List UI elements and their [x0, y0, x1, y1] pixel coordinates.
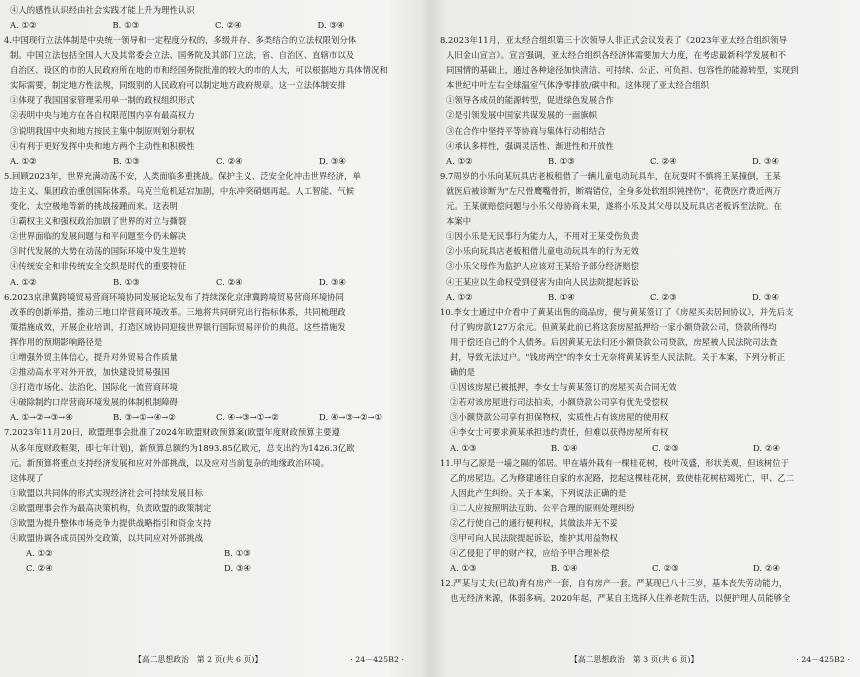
answer-option-a[interactable]: A. ①③ — [450, 442, 477, 453]
question-stem-line: 边主义、集团政治重创国际体系。乌克兰危机延宕加剧，中东冲突硝烟再起。人工智能、气候 — [10, 185, 355, 196]
footer-code: · 24－425B2 · — [796, 654, 850, 664]
option-item: ④破除制约口岸营商环境发展的体制机制障碍 — [10, 397, 178, 408]
option-item: ②小乐向玩具店老板租借儿童电动玩具车的行为无效 — [446, 246, 640, 257]
option-item: ④王某应以生命权受到侵害为由向人民法院提起诉讼 — [446, 276, 640, 287]
option-item: ③打造市场化、法治化、国际化一流营商环境 — [10, 382, 178, 393]
answer-option-c[interactable]: C. ②③ — [652, 563, 679, 574]
answer-option-d[interactable]: D. ④→③→②→① — [319, 412, 383, 423]
answer-option-c[interactable]: C. ②③ — [650, 291, 677, 302]
answer-option-a[interactable]: A. ①② — [26, 548, 53, 559]
option-item: ④传统安全和非传统安全交织是时代的重要特征 — [10, 261, 187, 272]
question-stem-line: 制。中国立法包括全国人大及其常委会立法、国务院及其部门立法，省、自治区、直辖市以及 — [10, 50, 355, 61]
option-item: ④李女士可要求黄某承担违约责任，但难以获得房屋所有权 — [450, 427, 669, 438]
answer-option-b[interactable]: B. ①③ — [224, 548, 251, 559]
question-stem-line: 本案中 — [446, 216, 472, 227]
question-stem-line: 付了购房款127万余元。但黄某此前已将这套房屋抵押给一家小额贷款公司，贷款所得均 — [450, 321, 777, 332]
answer-options — [440, 154, 854, 169]
answer-options — [440, 290, 854, 305]
question-stem-line: 人因此产生纠纷。关于本案，下列说法正确的是 — [450, 487, 627, 498]
question-stem-line: 9.7周岁的小乐向某玩具店老板租借了一辆儿童电动玩具车，在玩耍时不慎将王某撞倒，王某 — [440, 170, 781, 181]
option-item: ④人的感性认识经由社会实践才能上升为理性认识 — [10, 5, 195, 15]
question-stem-line: 封，导致无法过户。"钱房两空"的李女士无奈将黄某诉至人民法院。关于本案，下列分析正 — [450, 351, 786, 362]
answer-option-c[interactable]: C. ②④ — [216, 155, 243, 166]
question-stem-line: 元。新预算将重点支持经济发展和应对外部挑战，以及应对当前复杂的地缘政治环境。 — [10, 457, 329, 468]
answer-option-b[interactable]: B. ①③ — [113, 276, 140, 287]
answer-option-d[interactable]: D. ②④ — [753, 563, 780, 574]
answer-options — [4, 546, 422, 561]
question-stem-line: 11.甲与乙原是一墙之隔的邻居。甲在墙外栽有一棵桂花树，枝叶茂盛，形状美观，但该树位于 — [440, 457, 790, 468]
answer-options — [4, 410, 422, 425]
answer-option-c[interactable]: C. ②④ — [26, 563, 53, 574]
option-item: ②若对该房屋进行司法拍卖，小额贷款公司享有优先受偿权 — [450, 397, 669, 408]
option-item: ①欧盟以共同体的形式实现经济社会可持续发展目标 — [10, 487, 204, 498]
question-3-tail — [10, 3, 420, 33]
answer-options — [440, 441, 854, 456]
option-item: ③说明我国中央和地方按民主集中制原则划分职权 — [10, 125, 195, 136]
option-item: ②世界面临的发展问题与和平问题至今仍未解决 — [10, 231, 187, 242]
answer-options — [440, 561, 854, 576]
option-item: ③小乐父母作为监护人应该对王某给予部分经济赔偿 — [446, 261, 640, 272]
answer-options — [4, 561, 422, 576]
question-stem-line: 7.2023年11月20日，欧盟理事会批准了2024年欧盟财政预算案(欧盟年度财政预算主要遵 — [4, 427, 340, 438]
answer-option-c[interactable]: C. ②④ — [215, 20, 242, 31]
answer-option-a[interactable]: A. ①② — [446, 291, 473, 302]
question-stem-line: 变化、太空极地等新的挑战接踵而来。这表明 — [10, 201, 178, 212]
option-item: ①体现了我国国家管理采用单一制的政权组织形式 — [10, 95, 195, 106]
answer-options — [4, 275, 422, 290]
answer-option-c[interactable]: C. ②④ — [650, 155, 677, 166]
question-stem-line: 本世纪中叶左右全球温室气体净零排放/碳中和。这体现了亚太经合组织 — [446, 80, 710, 91]
question-stem-line: 元。王某就赔偿问题与小乐父母协商未果，遂将小乐及其父母以及玩具店老板诉至法院。在 — [446, 201, 782, 212]
question-stem-line: 12.严某与丈夫(已故)育有房产一套，自有房产一套。严某现已八十三岁，基本丧失劳动能力， — [440, 578, 788, 589]
question-stem-line: 5.回顾2023年，世界充满动荡不安，人类面临多重挑战。保护主义、泛安全化冲击世界经济，单 — [4, 170, 361, 181]
answer-option-d[interactable]: D. ③④ — [224, 563, 251, 574]
option-item: ③小额贷款公司享有担保物权，实质性占有该房屋的使用权 — [450, 412, 669, 423]
page-2 — [4, 5, 422, 669]
answer-option-d[interactable]: D. ②④ — [753, 442, 780, 453]
answer-option-c[interactable]: C. ④→③→①→② — [216, 412, 279, 423]
answer-option-d[interactable]: D. ③④ — [317, 20, 345, 31]
question-stem-line: 改革的创新举措，推动三地口岸营商环境改革。三地将共同研究出行指标体系，共同梳理政 — [10, 306, 346, 317]
option-item: ②推动高水平对外开放，加快建设贸易强国 — [10, 367, 170, 378]
answer-option-b[interactable]: B. ①④ — [551, 442, 578, 453]
answer-option-b[interactable]: B. ①③ — [548, 155, 575, 166]
question-stem-line: 策措施成效，开展企业培训，打造区域协同迎接世界银行国际贸易评价的典范。这些措施发 — [10, 321, 346, 332]
question-stem-line: 人旧金山宣言》。宣言强调，亚太经合组织各经济体需要加大力度，在考虑最新科学发展和不 — [446, 50, 786, 61]
question-stem-line: 从多年度财政框架，即七年计划)，新预算总额约为1893.85亿欧元，总支出约为1426.3亿欧 — [10, 442, 355, 453]
questions-8-12 — [440, 33, 854, 607]
question-stem-line: 确的是 — [450, 367, 476, 378]
option-item: ②是引领发展中国家共谋发展的一面旗帜 — [446, 110, 598, 121]
question-4 — [4, 33, 422, 576]
option-item: ④欧盟协调各成员国外交政策，以共同应对外部挑战 — [10, 533, 204, 544]
answer-options — [4, 154, 422, 169]
footer-title: 【高二思想政治 第 3 页(共 6 页)】 — [570, 654, 699, 664]
answer-option-a[interactable]: A. ①② — [10, 276, 37, 287]
option-item: ①领导各成员的能源转型，促进绿色发展合作 — [446, 95, 614, 106]
option-item: ①二人应按照明法互助、公平合理的原则处理纠纷 — [450, 502, 635, 513]
question-stem-line: 同国情的基础上，通过各种途径加快清洁、可持续、公正、可负担、包容性的能源转型，实现到 — [446, 65, 799, 76]
answer-option-b[interactable]: B. ①④ — [548, 291, 575, 302]
question-stem-line: 这体现了 — [10, 472, 44, 483]
answer-option-c[interactable]: C. ②③ — [652, 442, 679, 453]
answer-option-b[interactable]: B. ①③ — [113, 155, 140, 166]
page-footer — [440, 652, 854, 667]
answer-option-d[interactable]: D. ③④ — [319, 155, 346, 166]
option-item: ④有利于更好发挥中央和地方两个主动性和积极性 — [10, 140, 195, 151]
question-stem-line: 8.2023年11月，亚太经合组织第三十次领导人非正式会议发表了《2023年亚太经合组织领导 — [440, 35, 788, 45]
answer-option-d[interactable]: D. ③④ — [752, 155, 779, 166]
answer-option-b[interactable]: B. ③→①→④→② — [113, 412, 176, 423]
option-item: ③在合作中坚持平等协商与集体行动相结合 — [446, 125, 606, 136]
question-stem-line: 4.中国现行立法体制是中央统一领导和一定程度分权的，多级并存、多类结合的立法权限划分体 — [4, 35, 357, 45]
answer-option-a[interactable]: A. ①③ — [450, 563, 477, 574]
option-item: ③时代发展的大势在动荡的国际环境中发生逆转 — [10, 246, 187, 257]
answer-option-b[interactable]: B. ①④ — [551, 563, 578, 574]
answer-options — [10, 18, 420, 33]
option-item: ③甲可向人民法院提起诉讼，维护其用益物权 — [450, 533, 618, 544]
question-stem-line: 就医后被诊断为"左尺骨鹰嘴骨折，断端错位，全身多处软组织钝挫伤"，花费医疗费近两万 — [446, 185, 782, 196]
option-item: ②乙行使自己的通行便利权，其做法并无不妥 — [450, 518, 618, 528]
footer-code: · 24－425B2 · — [350, 654, 404, 664]
question-stem-line: 自治区、设区的市的人民政府所在地的市和经国务院批准的较大的市的人大，可以根据地方具体情况和 — [10, 65, 388, 76]
question-stem-line: 10.李女士通过中介看中了黄某出售的商品房，便与黄某签订了《房屋买卖居间协议》，并先后支 — [440, 306, 794, 317]
option-item: ②欧盟理事会作为最高决策机构，负责欧盟的政策制定 — [10, 502, 212, 513]
option-item: ①霸权主义和强权政治加剧了世界的对立与撕裂 — [10, 216, 187, 227]
answer-option-a[interactable]: A. ①→②→③→④ — [10, 412, 73, 423]
option-item: ①因小乐是无民事行为能力人，不用对王某受伤负责 — [446, 231, 640, 242]
question-stem-line: 挥作用的预期影响路径是 — [10, 336, 103, 347]
page-footer — [4, 652, 422, 667]
answer-option-a[interactable]: A. ①② — [10, 20, 37, 31]
option-item: ④承认多样性，强调灵活性、渐进性和开放性 — [446, 140, 614, 151]
answer-option-a[interactable]: A. ①② — [446, 155, 473, 166]
option-item: ②表明中央与地方在各自权限范围内享有最高权力 — [10, 110, 195, 121]
page-3 — [440, 34, 854, 669]
answer-option-a[interactable]: A. ①② — [10, 155, 37, 166]
question-stem-line: 用于偿还自己的个人债务。后因黄某无法归还小额贷款公司贷款，房屋被人民法院司法查 — [450, 336, 778, 347]
answer-option-b[interactable]: B. ①③ — [112, 20, 140, 31]
option-item: ①因该房屋已被抵押，李女士与黄某签订的房屋买卖合同无效 — [450, 382, 677, 393]
footer-title: 【高二思想政治 第 2 页(共 6 页)】 — [134, 654, 263, 664]
question-stem-line: 6.2023京津冀跨境贸易营商环境协同发展论坛发布了持续深化京津冀跨境贸易营商环境协同 — [4, 291, 345, 302]
question-stem-line: 也无经济来源，体弱多病。2020年起，严某自主选择入住养老院生活，以便护理人员能够全 — [450, 593, 791, 604]
answer-option-d[interactable]: D. ③④ — [319, 276, 346, 287]
question-stem-line: 乙的房屋边。乙为修建通往自家的水泥路，挖起这棵桂花树，致使桂花树枯竭死亡，甲、乙二 — [450, 472, 795, 483]
option-item: ①增强外贸主体信心，提升对外贸易合作质量 — [10, 351, 178, 362]
question-stem-line: 实际需要，制定地方性法规，同级别的人民政府可以制定地方政府规章。这一立法体制安排 — [10, 80, 346, 91]
answer-option-c[interactable]: C. ②④ — [216, 276, 243, 287]
option-item: ④乙侵犯了甲的财产权，应给予甲合理补偿 — [450, 548, 610, 559]
option-item: ③欧盟为提升整体市场竞争力提供战略指引和资金支持 — [10, 518, 212, 528]
answer-option-d[interactable]: D. ③④ — [752, 291, 779, 302]
